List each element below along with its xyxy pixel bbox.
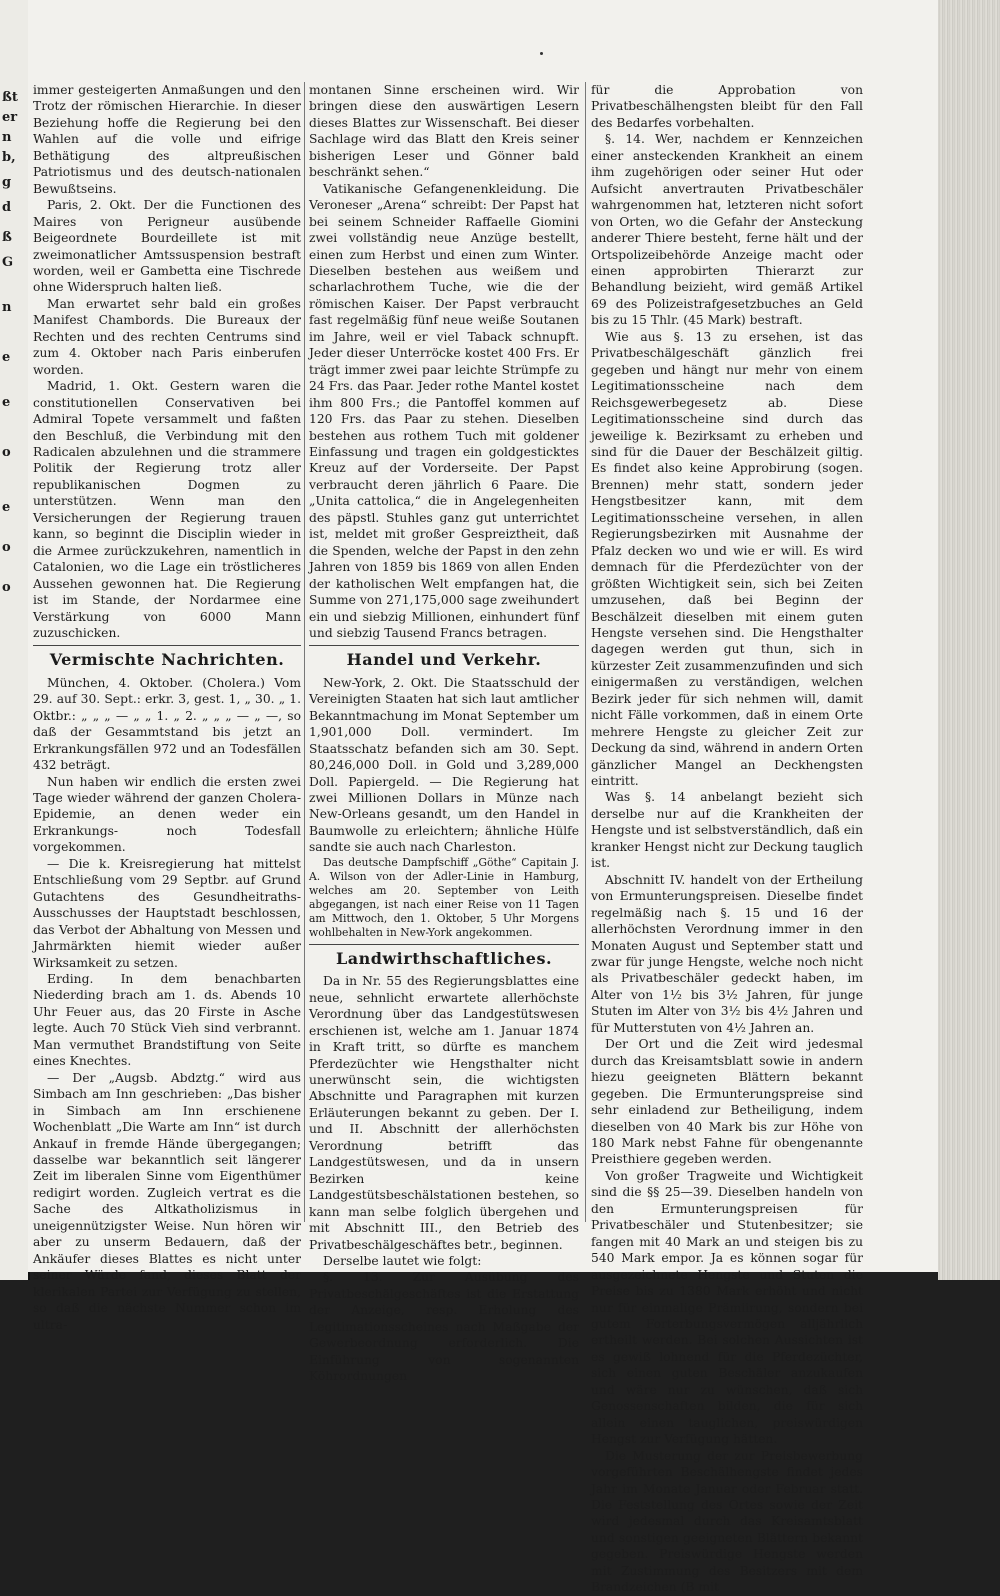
section-rule bbox=[309, 944, 579, 945]
article-text: — Der „Augsb. Abdztg.“ wird aus Simbach am Inn geschrieben: „Das bisher in Simbach am Inn erschienene Wochenblatt „Die Warte am Inn“ ist durch Ankauf in fremde Hände übergegangen; dasselbe war bekanntlich seit längerer Zeit im liberalen Sinne vom Eigenthümer redigirt worden. Zugleich vertrat es die Sache des Altkatholizismus in uneigennützigster Weise. Nun hören wir aber zu unserm Bedauern, daß der Ankäufer dieses Blattes es nicht unter seiner Würde fand, dieses Blatt der klerikalen Partei zur Verfügung zu stellen, so daß die nächste Nummer schon im ultra- bbox=[33, 1070, 301, 1332]
column-1 bbox=[33, 82, 301, 1333]
fragment: o bbox=[2, 445, 11, 460]
article-text: Die Musterung der zur Preisbewerbung vorgeführten Beschälhengste findet jedes Jahr im Monate Januar oder Februar statt. Die Feststellung des Ortes sowie der Zeit wird jedesmal durch das Kreisamtsblatt und sonstigen geeigneten Blättern bekannt gegeben. Preiswürdige Hengste werden mit Zustimmung des Besitzers mit dem Brandzeichen (B mit bbox=[591, 1448, 863, 1595]
article-text: Das deutsche Dampfschiff „Göthe“ Capitain J. A. Wilson von der Adler-Linie in Hamburg, welches am 20. September von Leith abgegangen, ist nach einer Reise von 11 Tagen am Mittwoch, den 1. Oktober, 5 Uhr Morgens wohlbehalten in New-York angekommen. bbox=[309, 855, 579, 939]
fragment: G bbox=[2, 255, 14, 270]
ink-speck bbox=[540, 52, 543, 55]
article-text: Nun haben wir endlich die ersten zwei Tage wieder während der ganzen Cholera-Epidemie, an denen weder ein Erkrankungs- noch Todesfall vorgekommen. bbox=[33, 774, 301, 855]
article-text: Was §. 14 anbelangt bezieht sich derselbe nur auf die Krankheiten der Hengste und ist selbstverständlich, daß ein kranker Hengst nicht zur Deckung tauglich ist. bbox=[591, 790, 863, 871]
section-rule bbox=[309, 645, 579, 646]
fragment: n bbox=[2, 300, 12, 315]
fragment: o bbox=[2, 580, 11, 595]
article-text: immer gesteigerten Anmaßungen und den Trotz der römischen Hierarchie. In dieser Beziehung hoffe die Regierung bei den Wahlen auf die volle und eifrige Bethätigung des altpreußischen Patriotismus und des deutsch-nationalen Bewußtseins. bbox=[33, 83, 301, 196]
column-2 bbox=[309, 82, 579, 1385]
column-divider bbox=[304, 82, 305, 1222]
article-text: New-York, 2. Okt. Die Staatsschuld der Vereinigten Staaten hat sich laut amtlicher Bekanntmachung im Monat September um 1,901,000 Doll. vermindert. Im Staatsschatz befanden sich am 30. Sept. 80,246,000 Doll. in Gold und 3,289,000 Doll. Papiergeld. — Die Regierung hat zwei Millionen Dollars in Münze nach New-Orleans gesandt, um den Handel in Baumwolle zu erleichtern; ähnliche Hülfe sandte sie auch nach Charleston. bbox=[309, 675, 579, 855]
article-text: — Die k. Kreisregierung hat mittelst Entschließung vom 29 Septbr. auf Grund Gutachtens des Gesundheitraths-Ausschusses der Hauptstadt beschlossen, das Verbot der Abhaltung von Messen und Jahrmärkten hiemit wieder außer Wirksamkeit zu setzen. bbox=[33, 856, 301, 970]
fragment: e bbox=[2, 350, 11, 365]
article-text: für die Approbation von Privatbeschälhengsten bleibt für den Fall des Bedarfes vorbehalten. bbox=[591, 83, 863, 130]
article-text: Der Ort und die Zeit wird jedesmal durch das Kreisamtsblatt sowie in andern hiezu geeigneten Blättern bekannt gegeben. Die Ermunterungspreise sind sehr einladend zur Betheiligung, indem dieselben von 40 Mark bis zur Höhe von 180 Mark nebst Fahne für obengenannte Preisthiere gegeben werden. bbox=[591, 1037, 863, 1167]
fragment: o bbox=[2, 540, 11, 555]
column-divider bbox=[585, 82, 586, 1222]
article-text: Von großer Tragweite und Wichtigkeit sind die §§ 25—39. Dieselben handeln von den Ermunterungspreisen für Privatbeschäler und Stutenbesitzer; sie fangen mit 40 Mark an und steigen bis zu 540 Mark empor. Ja es können sogar für ausgezeichnete Hengste und Stuten die Preise bis zu 1380 Mark erhöht und nicht nur für einmalige Prämiirung, sondern bei gutem Forterbungsvermögen alljährlich ertheilt werden. Bei solchen Aussichten ist es gewiß lohnend für die Pferdezüchter, sich einen guten Beschäler anzukaufen und wäre nur zu wünschen, daß sich Genossenschaften bilden, die für sich allein einen tauglichen, preiswürdigen Hengst zur Verfügung hätten. bbox=[591, 1168, 863, 1447]
fragment: n bbox=[2, 130, 12, 145]
article-text: München, 4. Oktober. (Cholera.) Vom 29. auf 30. Sept.: erkr. 3, gest. 1, „ 30. „ 1. Oktbr.: „ „ „ — „ „ 1. „ 2. „ „ „ — „ —, so daß der Gesammtstand bis jetzt an Erkrankungsfällen 972 und an Todesfällen 432 beträgt. bbox=[33, 675, 301, 773]
fragment: e bbox=[2, 395, 11, 410]
section-rule bbox=[33, 645, 301, 646]
article-text: Abschnitt IV. handelt von der Ertheilung von Ermunterungspreisen. Dieselbe findet regelmäßig nach §. 15 und 16 der allerhöchsten Verordnung immer in den Monaten August und September statt und zwar für junge Hengste, welche noch nicht als Privatbeschäler gedeckt haben, im Alter von 1½ bis 3½ Jahren, für junge Stuten im Alter von 3½ bis 4½ Jahren und für Mutterstuten von 4½ Jahren an. bbox=[591, 872, 863, 1035]
fragment: e bbox=[2, 500, 11, 515]
fragment: d bbox=[2, 200, 12, 215]
section-heading: Vermischte Nachrichten. bbox=[49, 650, 285, 670]
article-text: Vatikanische Gefangenenkleidung. Die Veroneser „Arena“ schreibt: Der Papst hat bei seinem Schneider Raffaelle Giomini zwei vollständig neue Anzüge bestellt, einen zum Herbst und einen zum Winter. Dieselben bestehen aus weißem und scharlachrothem Tuche, wie die der römischen Kaiser. Der Papst verbraucht fast regelmäßig fünf neue weiße Soutanen im Jahre, weil er viel Taback schnupft. Jeder dieser Unterröcke kostet 400 Frs. Er trägt immer zwei paar leichte Strümpfe zu 24 Frs. das Paar. Jeder rothe Mantel kostet ihm 800 Frs.; die Pantoffel kommen auf 120 Frs. das Paar zu stehen. Dieselben bestehen aus rothem Tuch mit goldener Einfassung und tragen ein goldgesticktes Kreuz auf der Vorderseite. Der Papst verbraucht deren jährlich 6 Paare. Die „Unita cattolica,“ die in Angelegenheiten des päpstl. Stuhles ganz gut unterrichtet ist, meldet mit großer Gespreiztheit, daß die Spenden, welche der Papst in den zehn Jahren von 1859 bis 1869 von allen Enden der katholischen Welt empfangen hat, die Summe von 271,175,000 sage zweihundert ein und siebzig Millionen, einhundert fünf und siebzig Tausend Francs betragen. bbox=[309, 181, 579, 640]
column-3 bbox=[591, 82, 863, 1596]
article-text: Erding. In dem benachbarten Niederding brach am 1. ds. Abends 10 Uhr Feuer aus, das 20 Firste in Asche legte. Auch 70 Stück Vieh sind verbrannt. Man vermuthet Brandstiftung von Seite eines Knechtes. bbox=[33, 972, 301, 1069]
article-text: montanen Sinne erscheinen wird. Wir bringen diese den auswärtigen Lesern dieses Blattes zur Wissenschaft. Bei dieser Sachlage wird das Blatt den Kreis seiner bisherigen Leser und Gönner bald beschränkt sehen.“ bbox=[309, 83, 579, 180]
article-text: Paris, 2. Okt. Der die Functionen des Maires von Perigneur ausübende Beigeordnete Bourdeillete ist mit zweimonatlicher Amtssuspension bestraft worden, weil er Gambetta eine Tischrede ohne Widerspruch halten ließ. bbox=[33, 198, 301, 295]
fragment: ß bbox=[2, 230, 12, 245]
article-text: Wie aus §. 13 zu ersehen, ist das Privatbeschälgeschäft gänzlich frei gegeben und hängt nur mehr von einem Legitimationsscheine nach dem Reichsgewerbegesetz ab. Diese Legitimationsscheine sind durch das jeweilige k. Bezirksamt zu erheben und sind für die Dauer der Beschälzeit giltig. Es findet also keine Approbirung (sogen. Brennen) mehr statt, sondern jeder Hengstbesitzer kann, mit dem Legitimationsscheine versehen, in allen Regierungsbezirken mit Ausnahme der Pfalz decken wo und wie er will. Es wird demnach für die Pferdezüchter von der größten Wichtigkeit sein, sich bei Zeiten umzusehen, daß bei Beginn der Beschälzeit dieselben mit einem guten Hengste versehen sind. Die Hengsthalter dagegen werden gut thun, sich in kürzester Zeit zusammenzufinden und sich einigermaßen zu verständigen, welchen Bezirk jeder für sich nehmen will, damit nicht Fälle vorkommen, daß in einem Orte mehrere Hengste zu gleicher Zeit zur Deckung da sind, während in andern Orten gänzlicher Mangel an Deckhengsten eintritt. bbox=[591, 329, 863, 789]
article-text: §. 14. Wer, nachdem er Kennzeichen einer ansteckenden Krankheit an einem ihm zugehörigen oder seiner Hut oder Aufsicht anvertrauten Privatbeschäler wahrgenommen hat, letzteren nicht sofort von Orten, wo die Gefahr der Ansteckung anderer Thiere besteht, ferne hält und der Ortspolizeibehörde Anzeige macht oder einen approbirten Thierarzt zur Behandlung beizieht, wird gemäß Artikel 69 des Polizeistrafgesetzbuches an Geld bis zu 15 Thlr. (45 Mark) bestraft. bbox=[591, 132, 863, 328]
fragment: b, bbox=[2, 150, 16, 165]
article-text: Derselbe lautet wie folgt: bbox=[323, 1254, 482, 1268]
article-text: Man erwartet sehr bald ein großes Manifest Chambords. Die Bureaux der Rechten und des rechten Centrums sind zum 4. Oktober nach Paris einberufen worden. bbox=[33, 296, 301, 377]
article-text: §. 13. Zur Ausübung des Privatbeschälgeschäftes ist die Erstattung der Anzeige, resp. Erholung des Legitimationsscheines nach Maßgabe der Gewerbeordnung erforderlich. Die Einführung von sogenannten Köhrordnungen bbox=[309, 1270, 579, 1384]
fragment: ßt bbox=[2, 90, 18, 105]
fragment: er bbox=[2, 110, 18, 125]
section-heading: Handel und Verkehr. bbox=[346, 650, 542, 670]
section-heading: Landwirthschaftliches. bbox=[335, 948, 553, 968]
article-text: Da in Nr. 55 des Regierungsblattes eine neue, sehnlicht erwartete allerhöchste Verordnung über das Landgestütswesen erschienen ist, welche am 1. Januar 1874 in Kraft tritt, so dürfte es manchem Pferdezüchter wie Hengsthalter nicht unerwünscht sein, die wichtigsten Abschnitte und Paragraphen mit kurzen Erläuterungen bekannt zu geben. Der I. und II. Abschnitt der allerhöchsten Verordnung betrifft das Landgestütswesen, und da in unsern Bezirken keine Landgestütsbeschälstationen bestehen, so kann man selbe folglich übergehen und mit Abschnitt III., den Betrieb des Privatbeschälgeschäftes betr., beginnen. bbox=[309, 974, 579, 1252]
adjacent-page-strip bbox=[0, 0, 30, 1280]
article-text: Madrid, 1. Okt. Gestern waren die constitutionellen Conservativen bei Admiral Topete versammelt und faßten den Beschluß, die Verbindung mit den Radicalen abzulehnen und die strammere Politik der Regierung trotz aller republikanischen Dogmen zu unterstützen. Wenn man den Versicherungen der Regierung trauen kann, so beginnt die Disciplin wieder in die Armee zurückzukehren, namentlich in Catalonien, wo die Lage ein tröstlicheres Aussehen gewonnen hat. Die Regierung ist im Stande, der Nordarmee eine Verstärkung von 6000 Mann zuzuschicken. bbox=[33, 379, 301, 640]
book-edge bbox=[938, 0, 1000, 1280]
fragment: g bbox=[2, 175, 12, 190]
